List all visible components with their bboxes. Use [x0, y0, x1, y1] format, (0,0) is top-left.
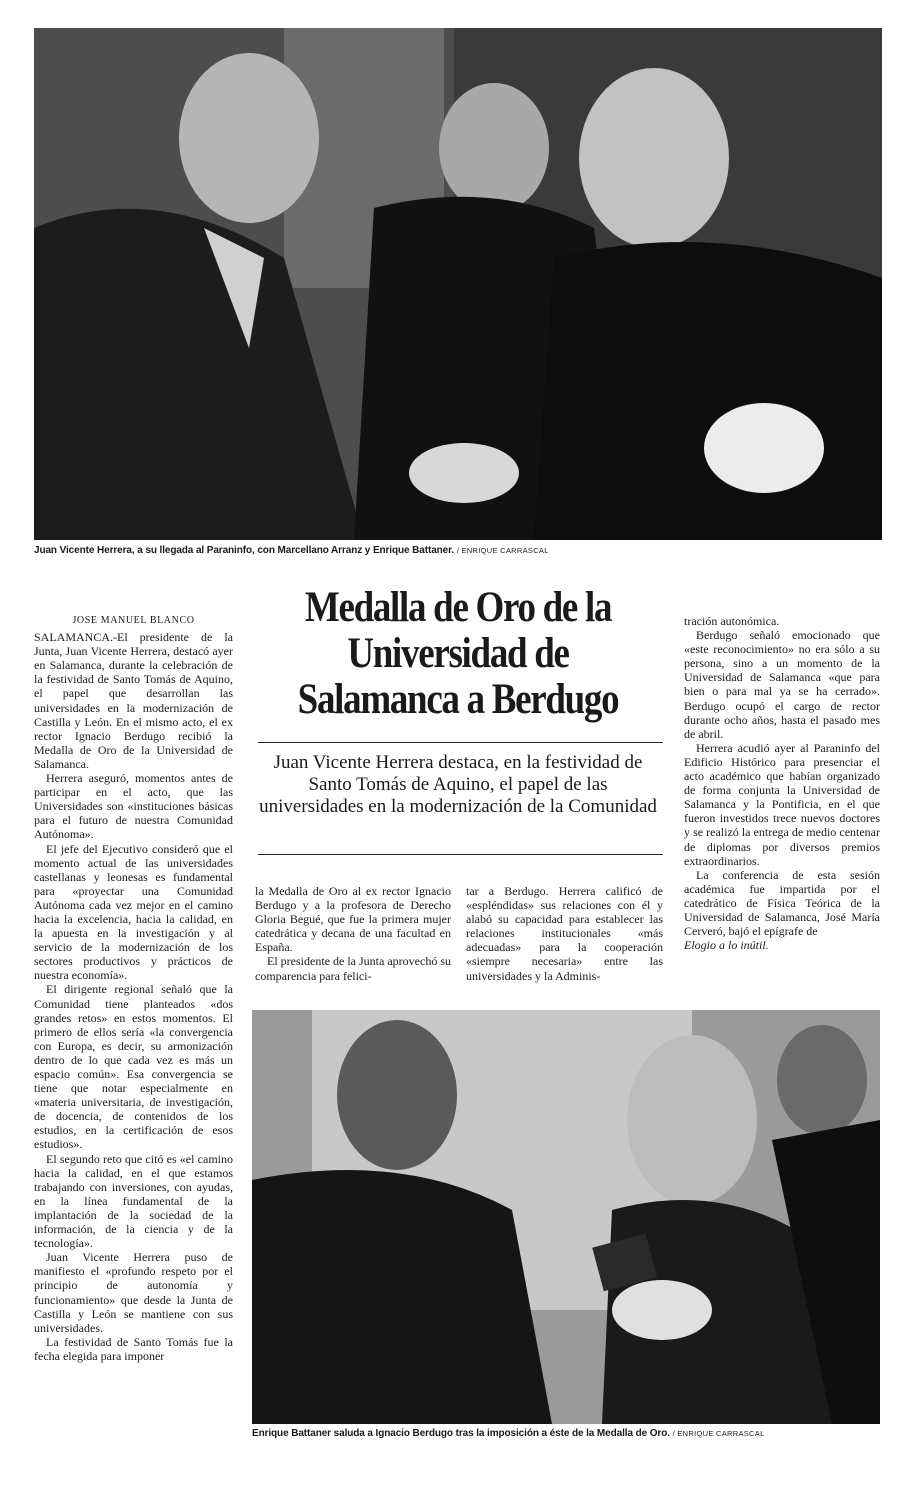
paragraph: SALAMANCA.-El presidente de la Junta, Juan Vicente Herrera, destacó ayer en Salamanca, durante la celebración de la festividad de Santo Tomás de Aquino, el papel que desarrollan las universidades en la modernización de Castilla y León. En el mismo acto, el ex rector Ignacio Berdugo recibió la Medalla de Oro de la Universidad de Salamanca. [34, 630, 233, 771]
paragraph: El dirigente regional señaló que la Comunidad tiene planteados «dos grandes retos» en estos momentos. El primero de ellos sería «la convergencia con Europa, es decir, su armonización dentro de lo que cada vez es más un espacio común». Esa convergencia se tiene que notar especialmente en «materia universitaria, de investigación, de docencia, de contenidos de los estudios, en la certificación de esos estudios». [34, 982, 233, 1152]
bottom-photo-caption-text: Enrique Battaner saluda a Ignacio Berdugo tras la imposición a éste de la Medalla de Oro. [252, 1428, 670, 1439]
top-photo-caption-text: Juan Vicente Herrera, a su llegada al Paraninfo, con Marcellano Arranz y Enrique Battaner. [34, 545, 455, 556]
paragraph: El segundo reto que citó es «el camino hacia la calidad, en el que estamos trabajando con inversiones, con ayudas, en la línea fundamental de la implantación de la sociedad de la información, de la ciencia y de la tecnología». [34, 1151, 233, 1251]
paragraph: Herrera acudió ayer al Paraninfo del Edificio Histórico para presenciar el acto académico que habían organizado de forma conjunta la Universidad de Salamanca y la Pontificia, en el que fueron investidos trece nuevos doctores y se realizó la entrega de medio centenar de diplomas por diversos premios extraordinarios. [684, 740, 880, 868]
article-column-4 [684, 614, 880, 952]
paragraph: la Medalla de Oro al ex rector Ignacio Berdugo y a la profesora de Derecho Gloria Begué, que fue la primera mujer catedrática y decana de una facultad en España. [255, 884, 451, 955]
paragraph: Herrera aseguró, momentos antes de participar en el acto, que las Universidades son «instituciones básicas para el futuro de nuestra Comunidad Autónoma». [34, 771, 233, 842]
paragraph: Juan Vicente Herrera puso de manifiesto el «profundo respeto por el principio de autonomía y funcionamiento» que desde la Junta de Castilla y León se mantiene con sus universidades. [34, 1250, 233, 1335]
paragraph: tración autonómica. [684, 614, 780, 628]
subheadline: Juan Vicente Herrera destaca, en la festividad de Santo Tomás de Aquino, el papel de las universidades en la modernización de la Comunidad [259, 752, 657, 817]
article-column-1 [34, 614, 233, 1363]
paragraph: El jefe del Ejecutivo consideró que el momento actual de las universidades castellanas y leonesas es fundamental para «proyectar una Comunidad Autónoma cada vez mejor en el camino hacia la excelencia, hacia la calidad, en la apuesta en la investigación y al servicio de la modernización de los sectores productivos y prácticos de nuestra economía». [34, 841, 233, 983]
paragraph-italic [684, 938, 880, 952]
article-column-2 [255, 884, 451, 983]
bottom-photo-caption [252, 1428, 765, 1439]
paragraph: tar a Berdugo. Herrera calificó de «espléndidas» sus relaciones con él y alabó su capacidad para establecer las relaciones institucionales «más adecuadas» para la cooperación «siempre necesaria» entre las universidades y la Adminis- [466, 884, 663, 983]
paragraph: Berdugo señaló emocionado que «este reconocimiento» no era sólo a su persona, sino a un momento de la Universidad de Salamanca «que para bien o para mal ya se ha cerrado». Berdugo ocupó el cargo de rector durante ocho años, hasta el pasado mes de abril. [684, 628, 880, 741]
headline-rule [258, 742, 663, 743]
headline: Medalla de Oro de la Universidad de Salamanca a Berdugo [297, 584, 619, 723]
italic-title: Elogio a lo inútil. [684, 938, 769, 953]
byline: JOSE MANUEL BLANCO [72, 615, 195, 626]
top-photo [34, 28, 882, 540]
bottom-photo-image [252, 1010, 880, 1424]
top-photo-image [34, 28, 882, 540]
paragraph: La festividad de Santo Tomás fue la fecha elegida para imponer [34, 1334, 233, 1363]
paragraph: El presidente de la Junta aprovechó su comparencia para felici- [255, 954, 451, 983]
bottom-photo [252, 1010, 880, 1424]
article-column-3 [466, 884, 663, 983]
top-photo-caption [34, 545, 549, 556]
bottom-photo-credit: / ENRIQUE CARRASCAL [672, 1429, 765, 1438]
paragraph: La conferencia de esta sesión académica fue impartida por el catedrático de Física Teórica de la Universidad de Salamanca, José María Cerveró, bajó el epígrafe de [684, 867, 880, 939]
top-photo-credit: / ENRIQUE CARRASCAL [456, 546, 549, 555]
subheadline-rule [258, 854, 663, 855]
